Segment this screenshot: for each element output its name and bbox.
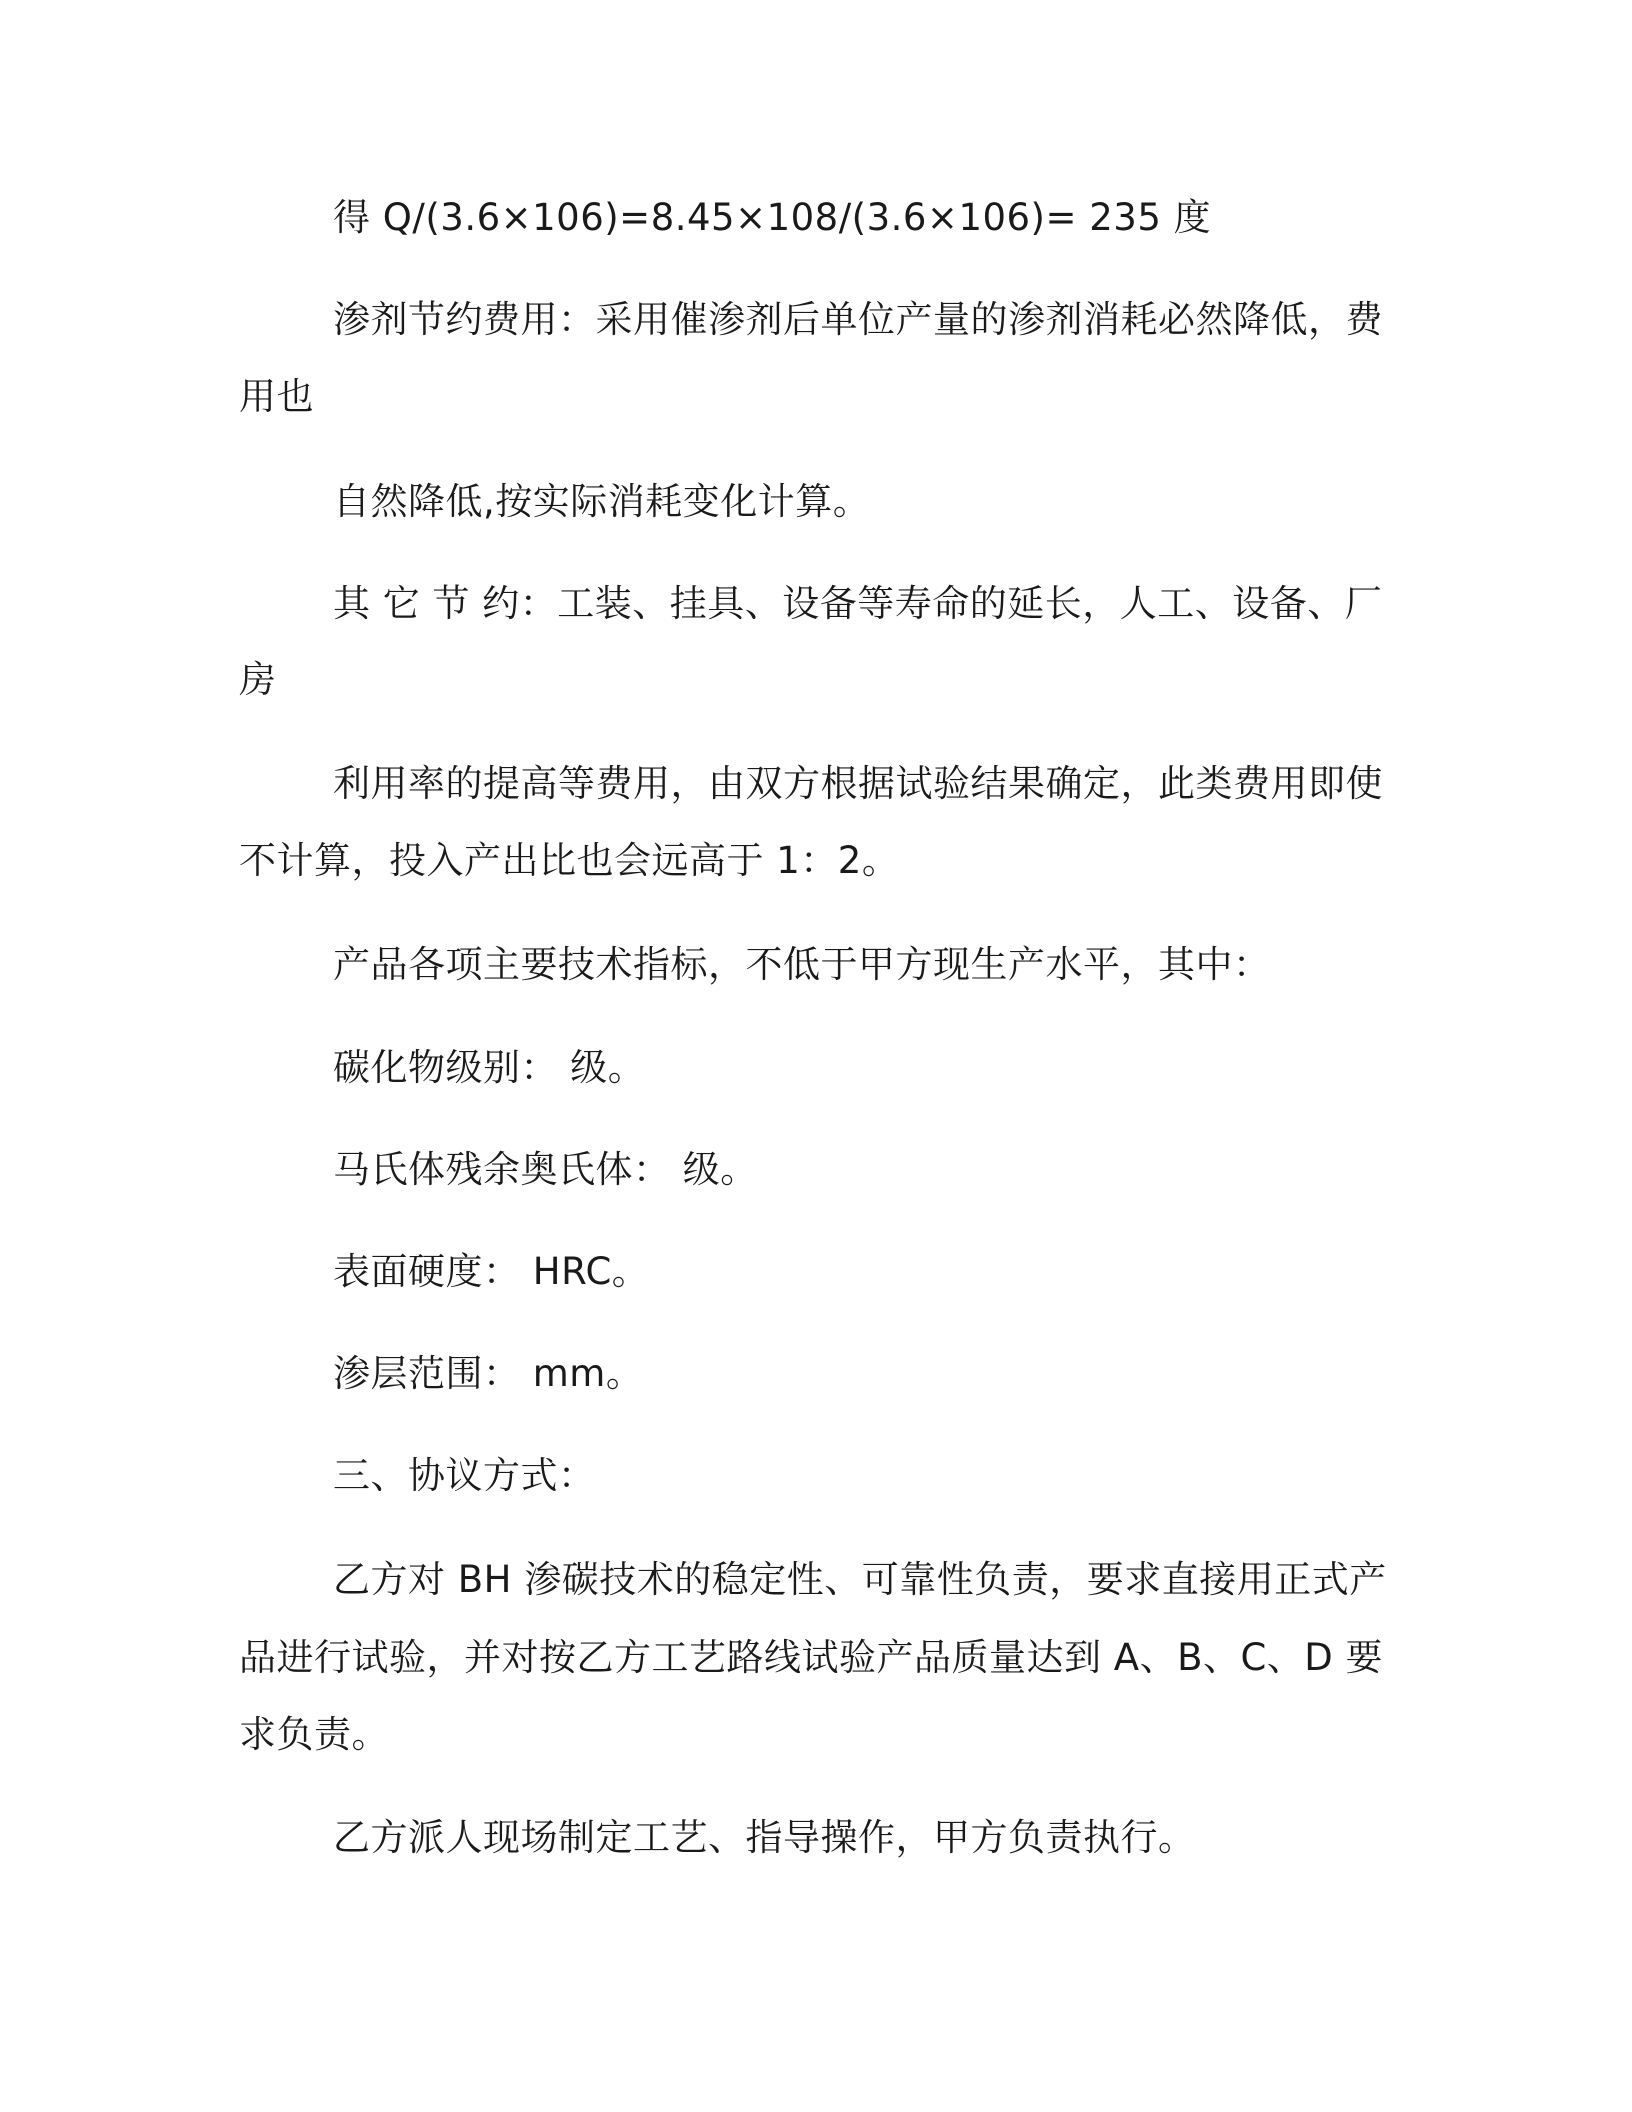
spec-line-case-depth: 渗层范围： mm。 (333, 1352, 644, 1395)
paragraph-line: 其 它 节 约：工装、挂具、设备等寿命的延长，人工、设备、厂 (333, 582, 1383, 625)
paragraph-line: 产品各项主要技术指标，不低于甲方现生产水平，其中： (333, 943, 1271, 986)
paragraph-line: 品进行试验，并对按乙方工艺路线试验产品质量达到 A、B、C、D 要 (239, 1636, 1384, 1679)
paragraph-line: 求负责。 (239, 1713, 389, 1756)
paragraph-line: 渗剂节约费用：采用催渗剂后单位产量的渗剂消耗必然降低，费 (333, 298, 1383, 341)
paragraph-line: 自然降低,按实际消耗变化计算。 (333, 480, 871, 523)
paragraph-line: 不计算，投入产出比也会远高于 1：2。 (239, 839, 900, 882)
section-heading: 三、协议方式： (333, 1454, 596, 1497)
paragraph-line: 利用率的提高等费用，由双方根据试验结果确定，此类费用即使 (333, 762, 1383, 805)
paragraph-line: 乙方派人现场制定工艺、指导操作，甲方负责执行。 (333, 1816, 1196, 1859)
spec-line-retained-austenite: 马氏体残余奥氏体： 级。 (333, 1148, 758, 1191)
spec-line-surface-hardness: 表面硬度： HRC。 (333, 1250, 650, 1293)
paragraph-line: 用也 (239, 375, 314, 418)
spec-line-carbide-grade: 碳化物级别： 级。 (333, 1046, 646, 1089)
paragraph-line: 乙方对 BH 渗碳技术的稳定性、可靠性负责，要求直接用正式产 (333, 1558, 1387, 1601)
paragraph-line: 房 (239, 658, 277, 701)
formula-line: 得 Q/(3.6×106)=8.45×108/(3.6×106)= 235 度 (333, 196, 1212, 239)
